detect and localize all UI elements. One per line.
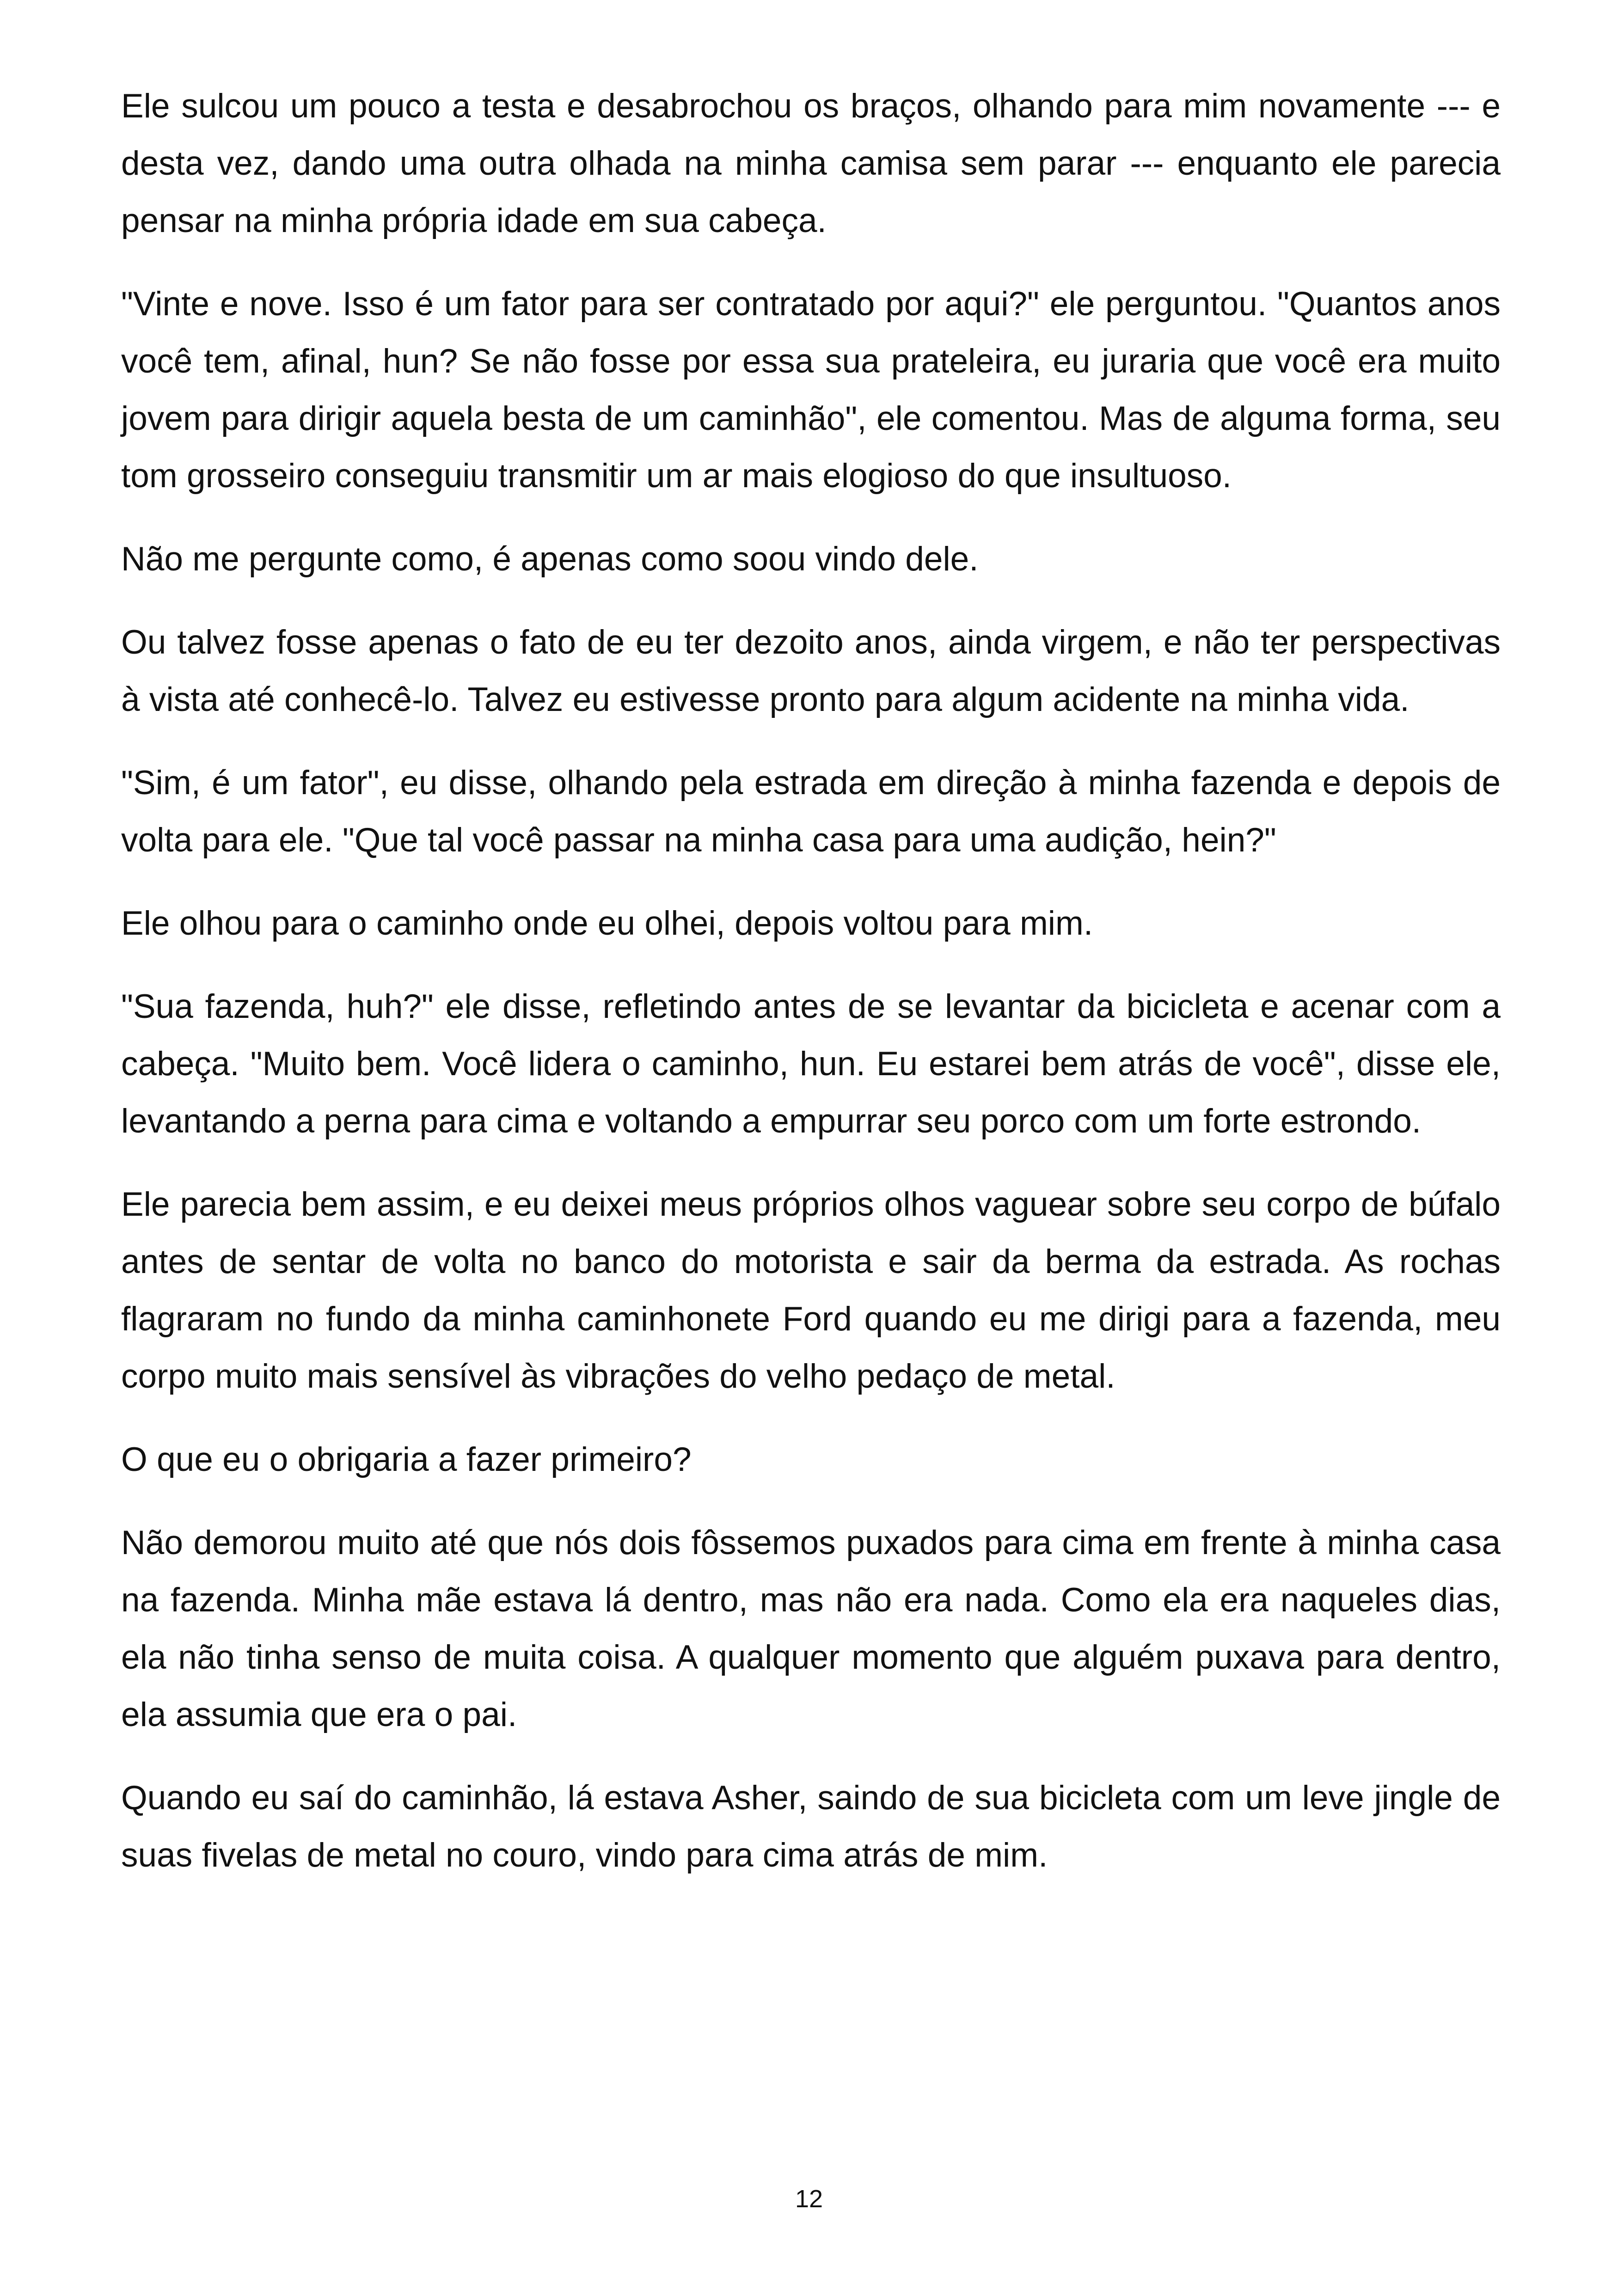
paragraph-11: Quando eu saí do caminhão, lá estava Asher, saindo de sua bicicleta com um leve jingle de suas fivelas de metal no couro, vindo para cima atrás de mim. xyxy=(121,1779,1501,1874)
paragraph-7: "Sua fazenda, huh?" ele disse, refletindo antes de se levantar da bicicleta e acenar com a cabeça. "Muito bem. Você lidera o caminho, hun. Eu estarei bem atrás de você", disse ele, levantando a perna para cima e voltando a empurrar seu porco com um forte estrondo. xyxy=(121,988,1501,1140)
page-number: 12 xyxy=(795,2185,823,2213)
paragraph-4: Ou talvez fosse apenas o fato de eu ter dezoito anos, ainda virgem, e não ter perspectivas à vista até conhecê-lo. Talvez eu estivesse pronto para algum acidente na minha vida. xyxy=(121,624,1501,718)
paragraph-8: Ele parecia bem assim, e eu deixei meus próprios olhos vaguear sobre seu corpo de búfalo antes de sentar de volta no banco do motorista e sair da berma da estrada. As rochas flagraram no fundo da minha caminhonete Ford quando eu me dirigi para a fazenda, meu corpo muito mais sensível às vibrações do velho pedaço de metal. xyxy=(121,1186,1501,1395)
paragraph-9: O que eu o obrigaria a fazer primeiro? xyxy=(121,1441,692,1478)
paragraph-6: Ele olhou para o caminho onde eu olhei, depois voltou para mim. xyxy=(121,905,1093,942)
paragraph-10: Não demorou muito até que nós dois fôssemos puxados para cima em frente à minha casa na fazenda. Minha mãe estava lá dentro, mas não era nada. Como ela era naqueles dias, ela não tinha senso de muita coisa. A qualquer momento que alguém puxava para dentro, ela assumia que era o pai. xyxy=(121,1524,1501,1733)
text-body xyxy=(121,78,1501,1910)
paragraph-5: "Sim, é um fator", eu disse, olhando pela estrada em direção à minha fazenda e depois de volta para ele. "Que tal você passar na minha casa para uma audição, hein?" xyxy=(121,764,1501,859)
paragraph-2: "Vinte e nove. Isso é um fator para ser contratado por aqui?" ele perguntou. "Quantos anos você tem, afinal, hun? Se não fosse por essa sua prateleira, eu juraria que você era muito jovem para dirigir aquela besta de um caminhão", ele comentou. Mas de alguma forma, seu tom grosseiro conseguiu transmitir um ar mais elogioso do que insultuoso. xyxy=(121,285,1501,495)
paragraph-1: Ele sulcou um pouco a testa e desabrochou os braços, olhando para mim novamente --- e desta vez, dando uma outra olhada na minha camisa sem parar --- enquanto ele parecia pensar na minha própria idade em sua cabeça. xyxy=(121,87,1501,239)
paragraph-3: Não me pergunte como, é apenas como soou vindo dele. xyxy=(121,540,979,578)
